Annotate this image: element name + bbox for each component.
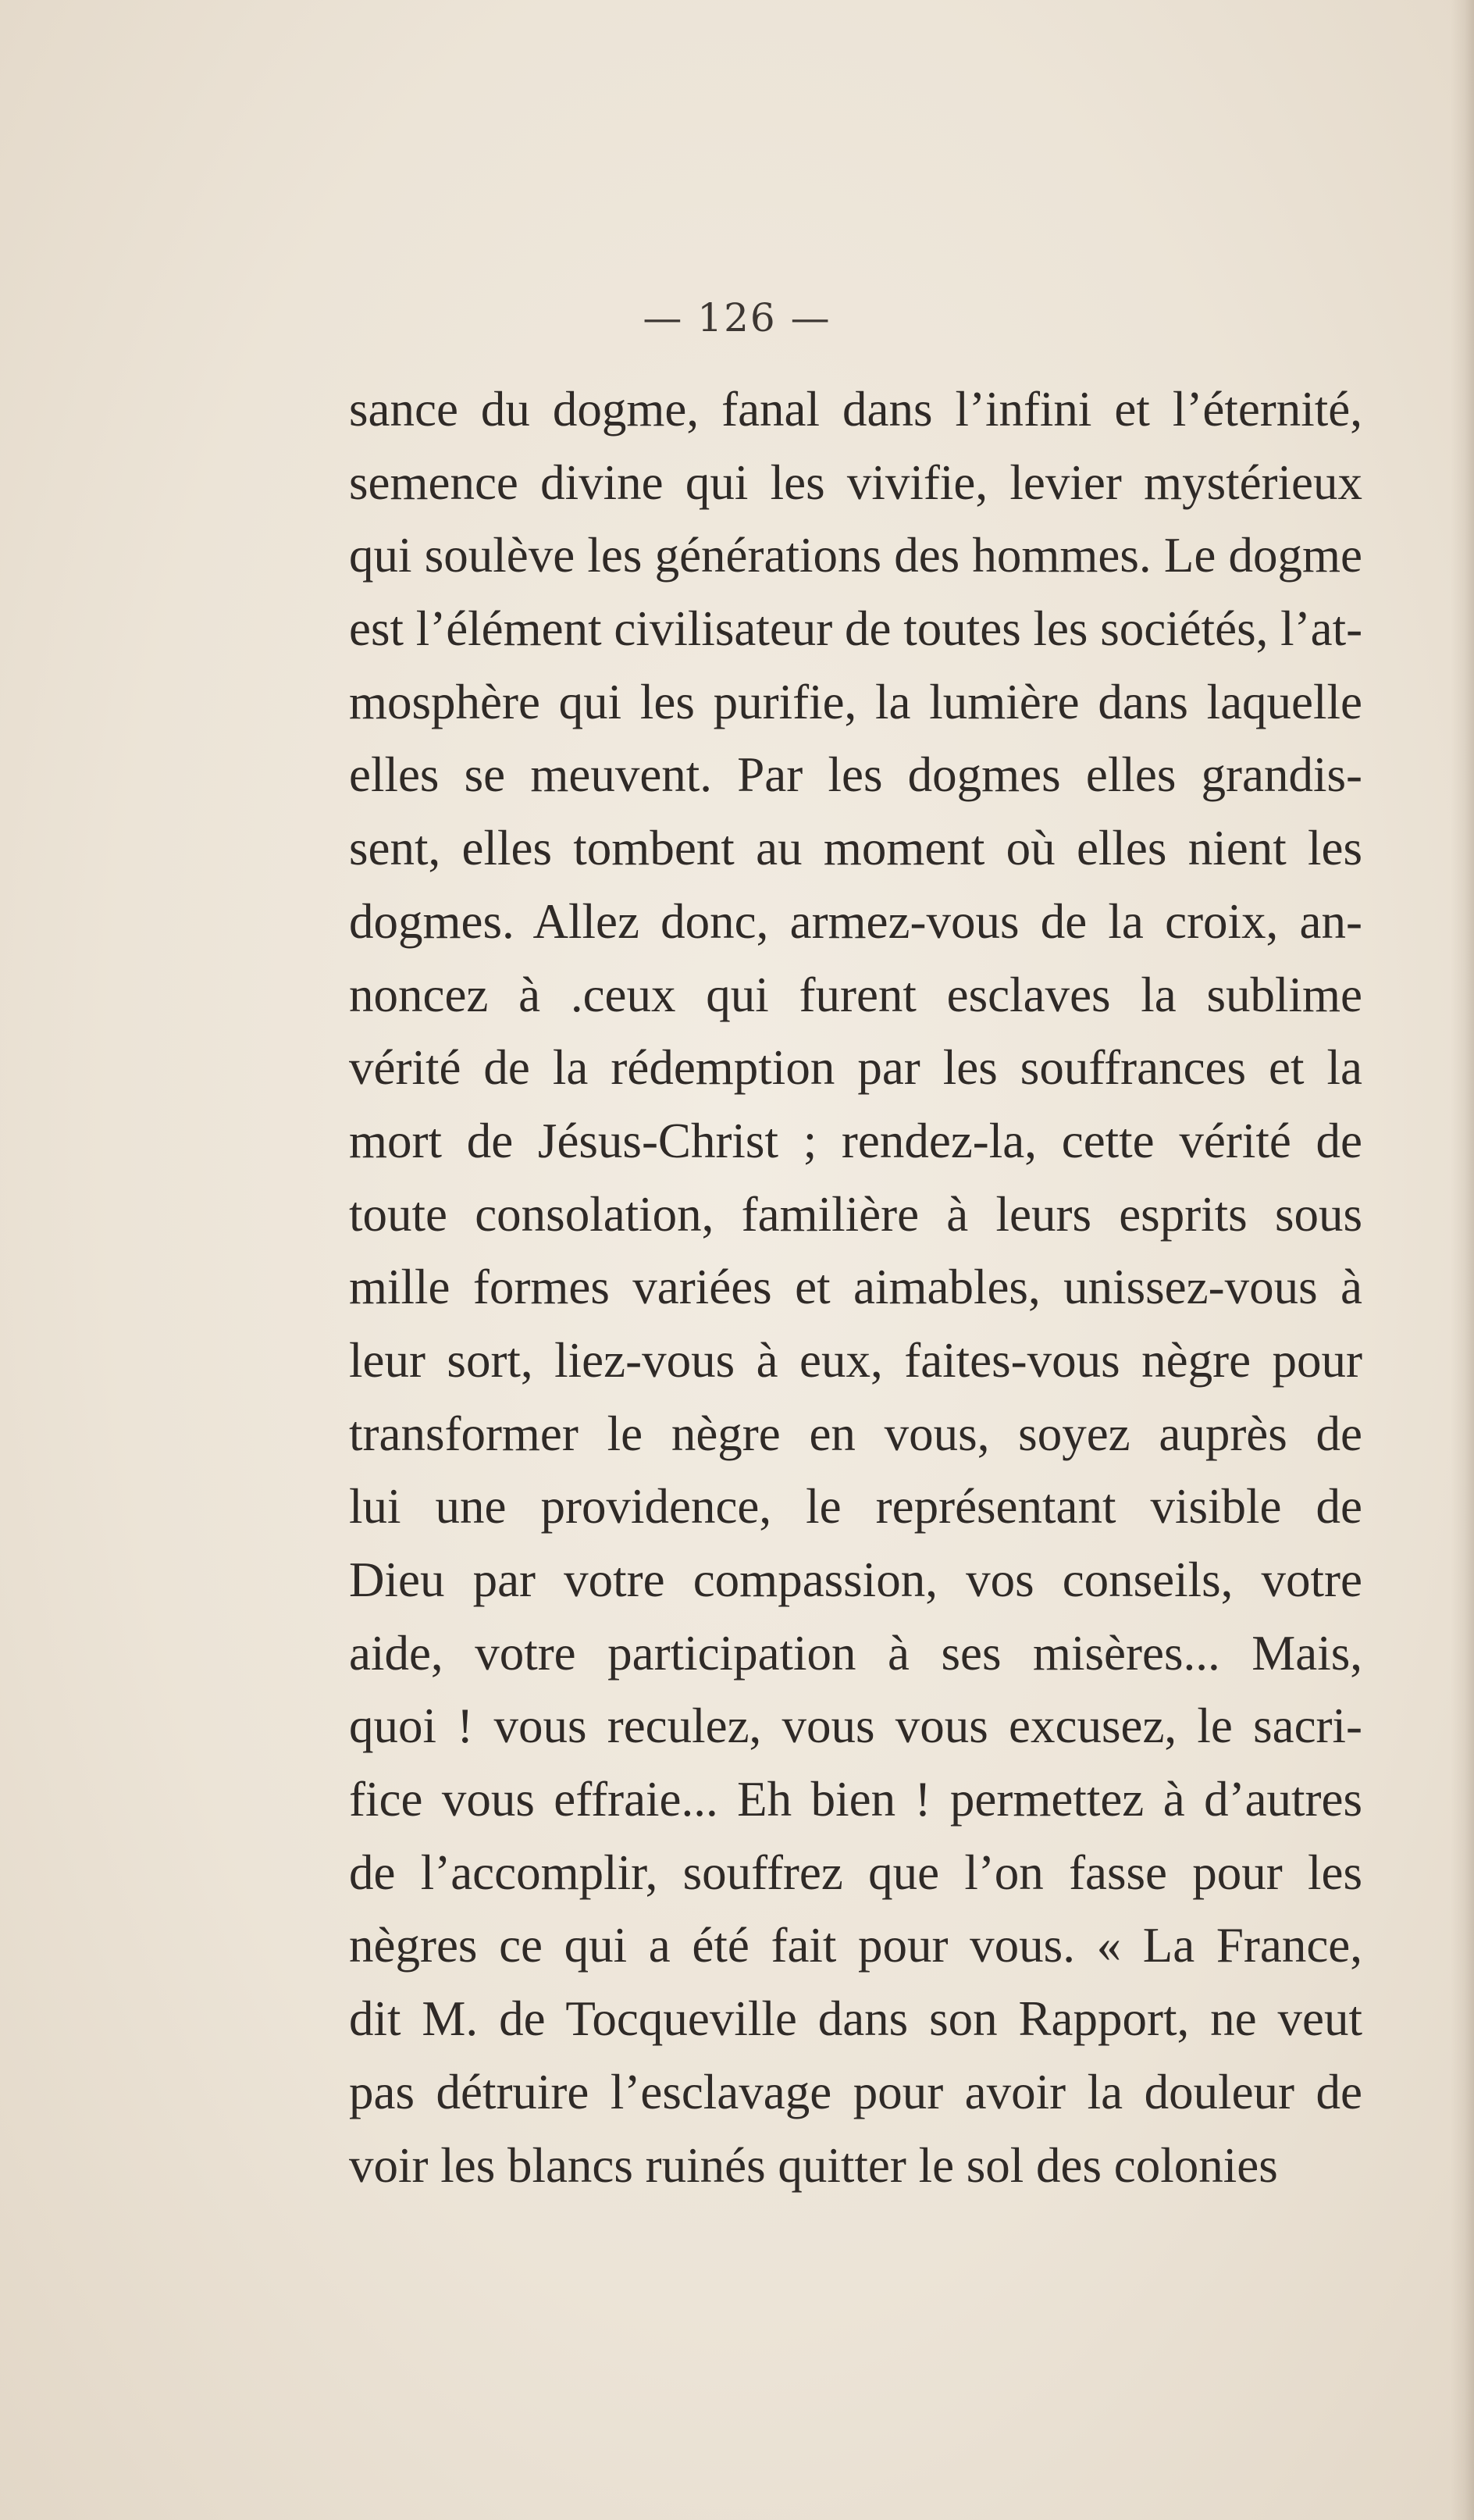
- text-line: lui une providence, le représentant visible de: [349, 1479, 1362, 1534]
- text-line: leur sort, liez-vous à eux, faites-vous nègre pour: [349, 1332, 1362, 1388]
- text-line: transformer le nègre en vous, soyez auprès de: [349, 1406, 1362, 1461]
- text-line: mille formes variées et aimables, unissez-vous à: [349, 1260, 1362, 1315]
- text-line: fice vous effraie... Eh bien ! permettez à d’autres: [349, 1772, 1362, 1827]
- page-edge-shadow: [1451, 0, 1474, 2520]
- text-line: pas détruire l’esclavage pour avoir la douleur de: [349, 2064, 1362, 2119]
- text-line: voir les blancs ruinés quitter le sol des colonies: [349, 2137, 1278, 2193]
- text-line: mort de Jésus-Christ ; rendez-la, cette vérité de: [349, 1113, 1362, 1168]
- text-line: toute consolation, familière à leurs esprits sous: [349, 1186, 1362, 1242]
- text-line: noncez à .ceux qui furent esclaves la sublime: [349, 967, 1362, 1022]
- body-text: [349, 373, 1362, 2202]
- text-line: est l’élément civilisateur de toutes les sociétés, l’at-: [349, 601, 1363, 657]
- text-line: nègres ce qui a été fait pour vous. « La France,: [349, 1918, 1362, 1973]
- page-number: — 126 —: [643, 295, 831, 340]
- text-line: sance du dogme, fanal dans l’infini et l’éternité,: [349, 382, 1362, 437]
- text-line: semence divine qui les vivifie, levier mystérieux: [349, 454, 1362, 510]
- text-line: dit M. de Tocqueville dans son Rapport, ne veut: [349, 1991, 1362, 2047]
- text-line: Dieu par votre compassion, vos conseils, votre: [349, 1552, 1362, 1607]
- text-line: mosphère qui les purifie, la lumière dans laquelle: [349, 674, 1362, 729]
- text-line: vérité de la rédemption par les souffrances et la: [349, 1040, 1362, 1096]
- text-line: aide, votre participation à ses misères... Mais,: [349, 1625, 1362, 1681]
- text-line: elles se meuvent. Par les dogmes elles grandis-: [349, 747, 1362, 803]
- text-line: quoi ! vous reculez, vous vous excusez, le sacri-: [349, 1698, 1362, 1754]
- text-line: dogmes. Allez donc, armez-vous de la croix, an-: [349, 893, 1362, 949]
- text-line: sent, elles tombent au moment où elles nient les: [349, 821, 1362, 876]
- text-line: qui soulève les générations des hommes. Le dogme: [349, 528, 1362, 583]
- text-line: de l’accomplir, souffrez que l’on fasse pour les: [349, 1845, 1362, 1900]
